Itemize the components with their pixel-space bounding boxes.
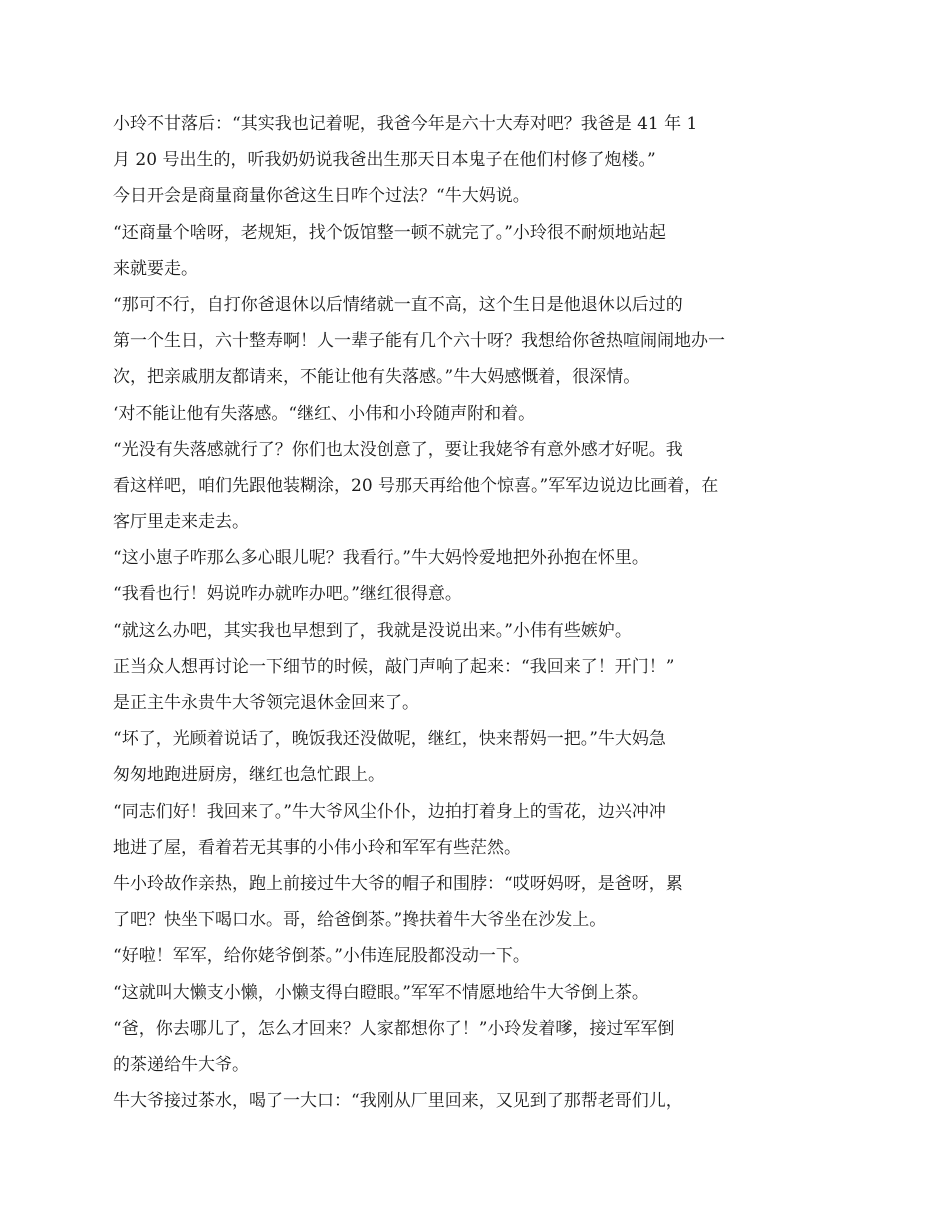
text-line: “光没有失落感就行了？你们也太没创意了，要让我姥爷有意外感才好呢。我 bbox=[113, 439, 683, 460]
text-line: 看这样吧，咱们先跟他装糊涂，20 号那天再给他个惊喜。”军军边说边比画着，在 bbox=[113, 475, 719, 496]
text-line: “同志们好！我回来了。”牛大爷风尘仆仆，边拍打着身上的雪花，边兴冲冲 bbox=[113, 801, 666, 822]
text-line: “就这么办吧，其实我也早想到了，我就是没说出来。”小伟有些嫉妒。 bbox=[113, 620, 632, 641]
text-line: 地进了屋，看着若无其事的小伟小玲和军军有些茫然。 bbox=[113, 837, 521, 858]
text-line: 的茶递给牛大爷。 bbox=[113, 1054, 249, 1075]
text-line: 牛大爷接过茶水，喝了一大口：“我刚从厂里回来，又见到了那帮老哥们儿， bbox=[113, 1091, 683, 1112]
text-line: “还商量个啥呀，老规矩，找个饭馆整一顿不就完了。”小玲很不耐烦地站起 bbox=[113, 222, 666, 243]
text-line: “那可不行，自打你爸退休以后情绪就一直不高，这个生日是他退休以后过的 bbox=[113, 294, 683, 315]
text-line: 今日开会是商量商量你爸这生日咋个过法？“牛大妈说。 bbox=[113, 186, 530, 207]
document-body bbox=[113, 112, 813, 1125]
text-line: “这就叫大懒支小懒，小懒支得白瞪眼。”军军不情愿地给牛大爷倒上茶。 bbox=[113, 982, 649, 1003]
text-line: 正当众人想再讨论一下细节的时候，敲门声响了起来：“我回来了！开门！” bbox=[113, 656, 675, 677]
text-line: ‘对不能让他有失落感。“继红、小伟和小玲随声附和着。 bbox=[113, 403, 536, 424]
text-line: 来就要走。 bbox=[113, 258, 198, 279]
text-line: 匆匆地跑进厨房，继红也急忙跟上。 bbox=[113, 765, 385, 786]
text-line: 月 20 号出生的，听我奶奶说我爸出生那天日本鬼子在他们村修了炮楼。” bbox=[113, 150, 656, 171]
text-line: 小玲不甘落后：“其实我也记着呢，我爸今年是六十大寿对吧？我爸是 41 年 1 bbox=[113, 114, 698, 134]
text-line: “这小崽子咋那么多心眼儿呢？我看行。”牛大妈怜爱地把外孙抱在怀里。 bbox=[113, 548, 649, 569]
text-line: “好啦！军军，给你姥爷倒茶。”小伟连屁股都没动一下。 bbox=[113, 946, 530, 967]
text-line: 客厅里走来走去。 bbox=[113, 512, 249, 533]
text-line: 了吧？快坐下喝口水。哥，给爸倒茶。”搀扶着牛大爷坐在沙发上。 bbox=[113, 910, 607, 931]
text-line: “爸，你去哪儿了，怎么才回来？人家都想你了！”小玲发着嗲，接过军军倒 bbox=[113, 1018, 675, 1039]
text-line: “我看也行！妈说咋办就咋办吧。”继红很得意。 bbox=[113, 584, 462, 605]
text-line: 次，把亲戚朋友都请来，不能让他有失落感。”牛大妈感慨着，很深情。 bbox=[113, 367, 641, 388]
text-line: “坏了，光顾着说话了，晚饭我还没做呢，继红，快来帮妈一把。”牛大妈急 bbox=[113, 729, 666, 750]
text-line: 是正主牛永贵牛大爷领完退休金回来了。 bbox=[113, 693, 419, 713]
text-line: 第一个生日，六十整寿啊！人一辈子能有几个六十呀？我想给你爸热喧闹闹地办一 bbox=[113, 331, 725, 352]
text-line: 牛小玲故作亲热，跑上前接过牛大爷的帽子和围脖：“哎呀妈呀，是爸呀，累 bbox=[113, 873, 683, 894]
